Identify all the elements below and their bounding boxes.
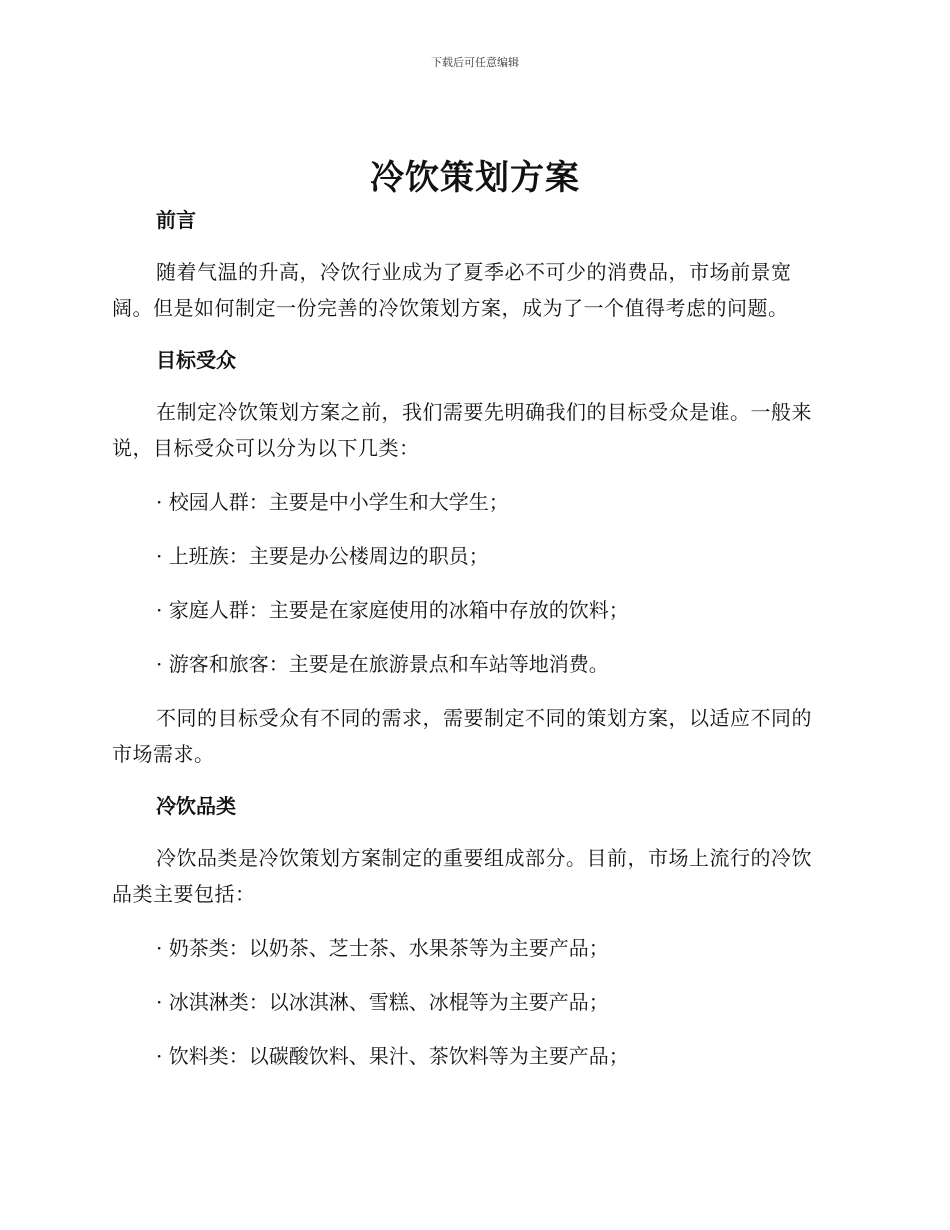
paragraph-audience-outro: 不同的目标受众有不同的需求，需要制定不同的策划方案，以适应不同的市场需求。	[112, 706, 812, 766]
list-item: · 校园人群：主要是中小学生和大学生；	[156, 490, 509, 514]
paragraph-categories-intro: 冷饮品类是冷饮策划方案制定的重要组成部分。目前，市场上流行的冷饮品类主要包括：	[112, 846, 812, 906]
paragraph-audience-intro: 在制定冷饮策划方案之前，我们需要先明确我们的目标受众是谁。一般来说，目标受众可以分为以下几类：	[112, 400, 812, 460]
paragraph-preface: 随着气温的升高，冷饮行业成为了夏季必不可少的消费品，市场前景宽阔。但是如何制定一份完善的冷饮策划方案，成为了一个值得考虑的问题。	[112, 260, 792, 320]
list-item: · 奶茶类：以奶茶、芝士茶、水果茶等为主要产品；	[156, 936, 609, 960]
list-item: · 冰淇淋类：以冰淇淋、雪糕、冰棍等为主要产品；	[156, 990, 609, 1014]
list-item: · 饮料类：以碳酸饮料、果汁、茶饮料等为主要产品；	[156, 1044, 629, 1068]
list-item: · 上班族：主要是办公楼周边的职员；	[156, 544, 489, 568]
section-heading-categories: 冷饮品类	[156, 794, 236, 818]
section-heading-preface: 前言	[156, 208, 196, 232]
document-body	[112, 200, 832, 1074]
section-heading-audience: 目标受众	[156, 348, 236, 372]
list-item: · 游客和旅客：主要是在旅游景点和车站等地消费。	[156, 652, 609, 676]
header-note: 下载后可任意编辑	[431, 56, 519, 69]
document-title: 冷饮策划方案	[370, 158, 580, 198]
list-item: · 家庭人群：主要是在家庭使用的冰箱中存放的饮料；	[156, 598, 629, 622]
